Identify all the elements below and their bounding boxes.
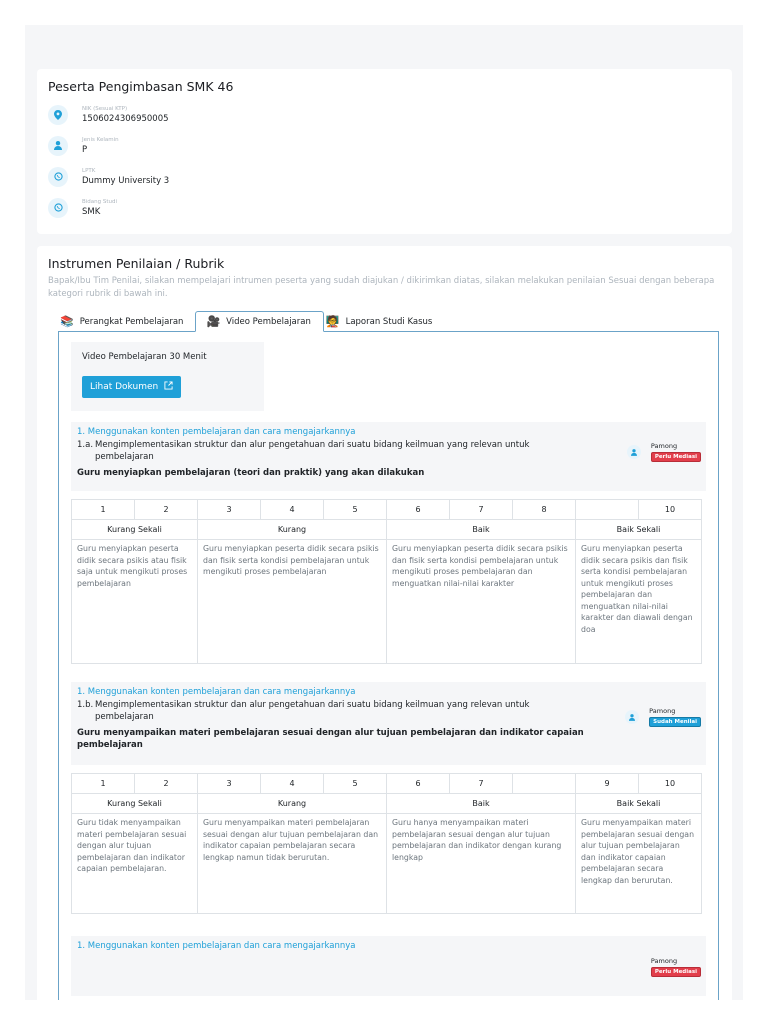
criterion-subtitle [77, 439, 567, 463]
info-row-gender [48, 133, 721, 158]
pamong-label: Pamong [650, 442, 678, 450]
info-row-lptk [48, 164, 721, 189]
criterion-subtitle [77, 699, 567, 723]
level-cell: Kurang [198, 794, 387, 814]
score-cell[interactable]: 9 [576, 774, 639, 794]
tab-label: Laporan Studi Kasus [345, 316, 433, 327]
document-title: Video Pembelajaran 30 Menit [82, 352, 207, 362]
score-cell[interactable]: 3 [198, 500, 261, 520]
score-cell[interactable]: 8 [513, 500, 576, 520]
user-icon [625, 710, 639, 724]
score-cell[interactable]: 10 [639, 500, 702, 520]
view-document-label: Lihat Dokumen [90, 382, 159, 392]
level-cell: Kurang [198, 520, 387, 540]
score-cell[interactable]: 2 [135, 500, 198, 520]
description-cell: Guru menyiapkan peserta didik secara psikis atau fisik saja untuk mengikuti proses pembelajaran [72, 540, 198, 664]
criterion-number: 1.b. [77, 700, 94, 710]
criterion-number: 1.a. [77, 440, 94, 450]
criterion-subtext: Mengimplementasikan struktur dan alur pengetahuan dari suatu bidang keilmuan yang relevan untuk pembelajaran [95, 440, 530, 462]
tab-label: Video Pembelajaran [226, 316, 311, 327]
nik-label: NIK (Sesuai KTP) [82, 105, 128, 112]
score-cell[interactable]: 5 [324, 774, 387, 794]
score-cell[interactable]: 4 [261, 500, 324, 520]
score-cell[interactable]: 10 [639, 774, 702, 794]
rubric-table-1b [71, 773, 702, 914]
criterion-indicator: Guru menyiapkan pembelajaran (teori dan praktik) yang akan dilakukan [77, 468, 425, 478]
level-row [72, 520, 702, 540]
pamong-status [627, 442, 701, 462]
criterion-category: 1. Menggunakan konten pembelajaran dan cara mengajarkannya [77, 687, 356, 697]
lptk-label: LPTK [82, 167, 96, 174]
score-cell[interactable]: 1 [72, 774, 135, 794]
description-cell: Guru menyiapkan peserta didik secara psikis dan fisik serta kondisi pembelajaran untuk mengikuti proses pembelajaran [198, 540, 387, 664]
score-row [72, 500, 702, 520]
status-badge: Sudah Menilai [649, 717, 701, 727]
user-icon [48, 136, 68, 156]
score-cell[interactable]: 5 [324, 500, 387, 520]
description-cell: Guru hanya menyampaikan materi pembelajaran sesuai dengan alur tujuan pembelajaran dan indikator dengan kurang lengkap [387, 814, 576, 914]
document-box [71, 342, 264, 411]
level-cell: Kurang Sekali [72, 794, 198, 814]
status-badge: Perlu Mediasi [651, 967, 701, 977]
description-cell: Guru tidak menyampaikan materi pembelajaran sesuai dengan alur tujuan pembelajaran dan indikator capaian pembelajaran. [72, 814, 198, 914]
rubric-card [37, 246, 732, 1000]
info-row-field [48, 195, 721, 220]
external-link-icon [164, 381, 173, 393]
score-cell[interactable] [513, 774, 576, 794]
description-cell: Guru menyiapkan peserta didik secara psikis dan fisik serta kondisi pembelajaran untuk mengikuti proses pembelajaran dan menguatkan nilai-nilai karakter dan diawali dengan doa [576, 540, 702, 664]
location-pin-icon [48, 105, 68, 125]
pamong-status [625, 707, 701, 727]
teacher-icon: 🧑‍🏫 [325, 315, 340, 328]
level-cell: Baik Sekali [576, 794, 702, 814]
gender-label: Jenis Kelamin [82, 136, 119, 143]
page-canvas [25, 25, 743, 1000]
tab-video-pembelajaran[interactable] [195, 311, 323, 332]
score-cell[interactable]: 6 [387, 774, 450, 794]
description-cell: Guru menyampaikan materi pembelajaran sesuai dengan alur tujuan pembelajaran dan indikator capaian pembelajaran secara lengkap namun tidak berurutan. [198, 814, 387, 914]
participant-card [37, 69, 732, 234]
nik-value: 1506024306950005 [82, 113, 169, 124]
criterion-1a [71, 422, 706, 491]
score-cell[interactable]: 6 [387, 500, 450, 520]
level-cell: Baik [387, 794, 576, 814]
pamong-label: Pamong [649, 707, 676, 715]
level-cell: Baik Sekali [576, 520, 702, 540]
score-row [72, 774, 702, 794]
tab-label: Perangkat Pembelajaran [79, 316, 184, 327]
pamong-status [627, 957, 701, 977]
description-row [72, 540, 702, 664]
whatsapp-icon [48, 167, 68, 187]
score-cell[interactable]: 2 [135, 774, 198, 794]
status-badge: Perlu Mediasi [651, 452, 701, 462]
score-cell[interactable] [576, 500, 639, 520]
score-cell[interactable]: 7 [450, 500, 513, 520]
rubric-description: Bapak/Ibu Tim Penilai, silakan mempelajari intrumen peserta yang sudah diajukan / dikirimkan diatas, silakan melakukan penilaian Sesuai dengan beberapa kategori rubrik di bawah ini. [48, 276, 715, 299]
criterion-category: 1. Menggunakan konten pembelajaran dan cara mengajarkannya [77, 941, 356, 951]
pamong-label: Pamong [650, 957, 678, 965]
criterion-indicator: Guru menyampaikan materi pembelajaran sesuai dengan alur tujuan pembelajaran dan indikator capaian pembelajaran [77, 728, 584, 750]
criterion-1b [71, 682, 706, 765]
books-icon: 📚 [60, 315, 74, 328]
view-document-button[interactable] [82, 376, 181, 398]
description-cell: Guru menyiapkan peserta didik secara psikis dan fisik serta kondisi pembelajaran untuk mengikuti proses pembelajaran dan menguatkan nilai-nilai karakter [387, 540, 576, 664]
user-icon [627, 445, 641, 459]
rubric-title: Instrumen Penilaian / Rubrik [48, 256, 225, 271]
description-cell: Guru menyampaikan materi pembelajaran sesuai dengan alur tujuan pembelajaran dan indikator capaian pembelajaran secara lengkap dan berurutan. [576, 814, 702, 914]
field-value: SMK [82, 206, 101, 217]
rubric-table-1a [71, 499, 702, 664]
description-row [72, 814, 702, 914]
score-cell[interactable]: 4 [261, 774, 324, 794]
gender-value: P [82, 144, 88, 155]
field-label: Bidang Studi [82, 198, 118, 205]
criterion-subtext: Mengimplementasikan struktur dan alur pengetahuan dari suatu bidang keilmuan yang relevan untuk pembelajaran [95, 700, 530, 722]
tab-perangkat-pembelajaran[interactable] [58, 311, 195, 332]
level-cell: Baik [387, 520, 576, 540]
level-cell: Kurang Sekali [72, 520, 198, 540]
level-row [72, 794, 702, 814]
score-cell[interactable]: 3 [198, 774, 261, 794]
info-row-nik [48, 102, 721, 127]
lptk-value: Dummy University 3 [82, 175, 170, 186]
score-cell[interactable]: 1 [72, 500, 135, 520]
video-camera-icon: 🎥 [206, 315, 221, 328]
criterion-category: 1. Menggunakan konten pembelajaran dan cara mengajarkannya [77, 427, 356, 437]
tab-panel-video [58, 332, 719, 1000]
tab-laporan-studi-kasus[interactable] [324, 311, 445, 332]
criterion-1c [71, 936, 706, 996]
score-cell[interactable]: 7 [450, 774, 513, 794]
participant-title: Peserta Pengimbasan SMK 46 [48, 79, 234, 94]
whatsapp-icon [48, 198, 68, 218]
rubric-tabs [58, 311, 719, 332]
